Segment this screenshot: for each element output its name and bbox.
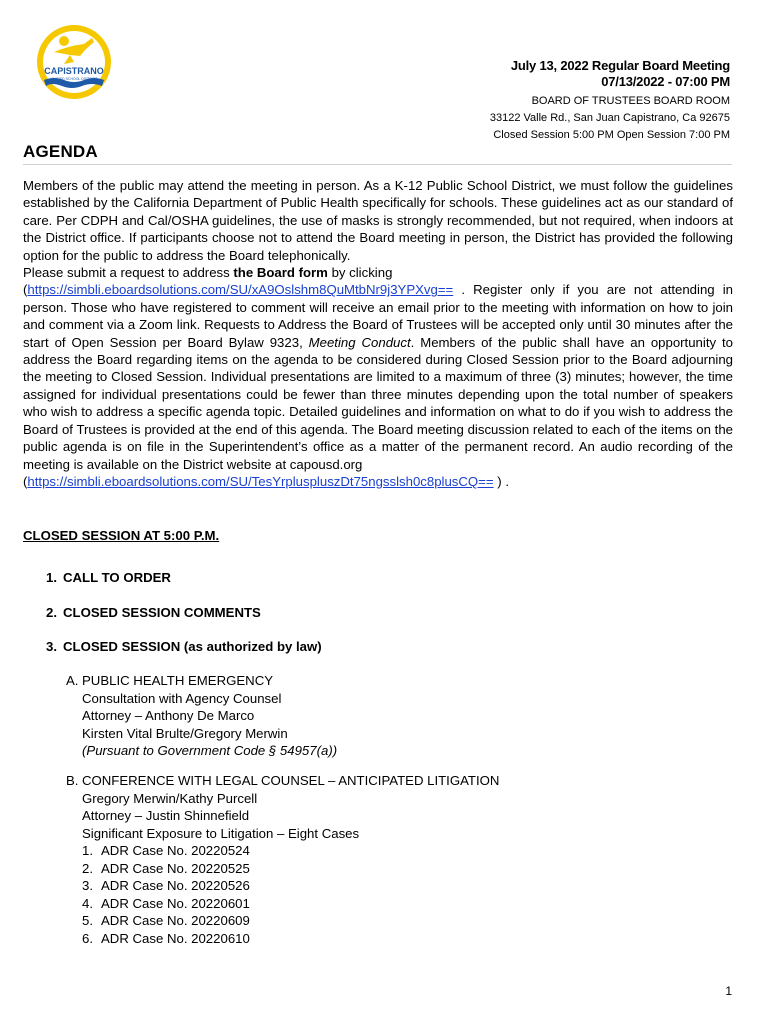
- case-text: ADR Case No. 20220601: [101, 895, 250, 911]
- notice-paragraph-4: (https://simbli.eboardsolutions.com/SU/TesYrpluspluszDt75ngsslsh0c8plusCQ== ) .: [23, 473, 509, 489]
- request-form-link[interactable]: https://simbli.eboardsolutions.com/SU/xA9Oslshm8QuMtbNr9j3YPXvg==: [27, 282, 454, 298]
- sub-item-line: Attorney – Justin Shinnefield: [82, 808, 250, 823]
- item-number: 1.: [46, 570, 57, 585]
- sub-item-line: Kirsten Vital Brulte/Gregory Merwin: [82, 725, 288, 741]
- page-number: 1: [725, 984, 732, 998]
- sub-item-title: CONFERENCE WITH LEGAL COUNSEL – ANTICIPATED LITIGATION: [82, 773, 500, 788]
- meeting-room: BOARD OF TRUSTEES BOARD ROOM: [531, 95, 730, 107]
- case-text: ADR Case No. 20220524: [101, 843, 250, 858]
- item-number: 2.: [46, 605, 57, 620]
- notice-text: Please submit a request to address: [23, 265, 234, 281]
- case-item: [66, 930, 499, 948]
- sub-item-letter: B.: [66, 773, 79, 788]
- item-label: CLOSED SESSION COMMENTS: [63, 605, 261, 620]
- sub-item-legal-counsel: [66, 772, 499, 947]
- logo-sub: UNIFIED SCHOOL DISTRICT: [50, 77, 98, 81]
- case-item: [66, 895, 499, 913]
- case-item: [66, 877, 499, 895]
- meeting-title: July 13, 2022 Regular Board Meeting: [510, 58, 730, 73]
- bylaw-title: Meeting Conduct: [308, 334, 411, 350]
- case-text: ADR Case No. 20220609: [101, 913, 250, 928]
- item-label: CALL TO ORDER: [63, 570, 171, 585]
- sub-item-public-health: [66, 672, 337, 760]
- sub-item-line: Gregory Merwin/Kathy Purcell: [82, 790, 258, 806]
- notice-text: ) .: [493, 473, 509, 489]
- case-number: 4.: [82, 895, 93, 911]
- case-text: ADR Case No. 20220525: [101, 860, 250, 876]
- divider: [23, 164, 732, 165]
- case-item: [66, 860, 499, 878]
- board-form-label: the Board form: [233, 265, 328, 281]
- notice-paragraph-3: (https://simbli.eboardsolutions.com/SU/xA9Oslshm8QuMtbNr9j3YPXvg== . Register only if you are not attending in person. Those who have registered to comment will receive an email prior to the meeting with information on how to join and comment via a Zoom link. Requests to Address the Board of Trustees will be accepted only until 30 minutes after the start of Open Session per Board Bylaw 9323, Meeting Conduct. Members of the public shall have an opportunity to address the Board regarding items on the agenda to be considered during Closed Session prior to the Board adjourning the meeting to Closed Session. Individual presentations are limited to a maximum of three (3) minutes; however, the time assigned for individual presentations could be fewer than three minutes depending upon the total number of speakers who wish to address a specific agenda topic. Detailed guidelines and information on what to do if you wish to address the Board of Trustees is provided at the end of this agenda. The Board meeting discussion related to each of the items on the public agenda is on file in the Superintendent’s office as a matter of the permanent record. An audio recording of the meeting is available on the District website at capousd.org: [23, 282, 733, 472]
- code-citation: (Pursuant to Government Code § 54957(a)): [82, 743, 338, 758]
- logo-name: CAPISTRANO: [44, 66, 104, 76]
- sub-item-letter: A.: [66, 673, 79, 688]
- case-text: ADR Case No. 20220610: [101, 930, 250, 946]
- public-notice: [23, 177, 733, 490]
- item-label: CLOSED SESSION (as authorized by law): [63, 639, 322, 654]
- sub-item-title: PUBLIC HEALTH EMERGENCY: [82, 673, 274, 688]
- audio-recording-link[interactable]: https://simbli.eboardsolutions.com/SU/TesYrpluspluszDt75ngsslsh0c8plusCQ==: [27, 473, 494, 489]
- meeting-address: 33122 Valle Rd., San Juan Capistrano, Ca 92675: [489, 112, 730, 124]
- meeting-date-time: 07/13/2022 - 07:00 PM: [601, 74, 730, 89]
- agenda-item: [46, 570, 171, 585]
- district-logo: [34, 22, 114, 102]
- sub-item-heading: [66, 772, 499, 790]
- notice-text: by clicking: [327, 265, 393, 281]
- agenda-item: [46, 639, 322, 654]
- meeting-header: [490, 58, 730, 144]
- notice-paragraph-1: Members of the public may attend the meeting in person. As a K-12 Public School District, we must follow the guidelines established by the California Department of Public Health specifically for schools. These guidelines act as our standard of care. Per CDPH and Cal/OSHA guidelines, the use of masks is strongly recommended, but not required, when indoors at the District office. If participants choose not to attend the Board meeting in person, the District has provided the following option for the public to address the Board telephonically.: [23, 178, 733, 263]
- item-number: 3.: [46, 639, 57, 654]
- sub-item-line: Consultation with Agency Counsel: [82, 690, 282, 706]
- notice-text: . Register only if you are not attending in person. Those who have registered to comment will receive an email prior to the meeting with information on how to join and comment via a Zoom link. Requests to Address the Board of Trustees will be accepted only until 30 minutes after the start of Open Session per Board Bylaw 9323,: [23, 282, 733, 350]
- case-text: ADR Case No. 20220526: [101, 878, 250, 893]
- sub-item-line: Attorney – Anthony De Marco: [82, 708, 255, 723]
- closed-session-heading: CLOSED SESSION AT 5:00 P.M.: [23, 528, 220, 543]
- case-item: [66, 912, 499, 930]
- notice-paragraph-2: [23, 264, 733, 281]
- sub-item-line: Significant Exposure to Litigation – Eight Cases: [82, 825, 360, 841]
- agenda-title: AGENDA: [23, 142, 98, 161]
- session-times: Closed Session 5:00 PM Open Session 7:00 PM: [493, 129, 730, 141]
- case-number: 1.: [82, 843, 93, 858]
- notice-text: . Members of the public shall have an opportunity to address the Board regarding items on the agenda to be considered during Closed Session prior to the Board adjourning the meeting to Closed Session. Individual presentations are limited to a maximum of three (3) minutes; however, the time assigned for individual presentations could be fewer than three minutes depending upon the total number of speakers who wish to address a specific agenda topic. Detailed guidelines and information on what to do if you wish to address the Board of Trustees is provided at the end of this agenda. The Board meeting discussion related to each of the items on the public agenda is on file in the Superintendent’s office as a matter of the permanent record. An audio recording of the meeting is available on the District website at capousd.org: [23, 334, 733, 472]
- sub-item-heading: [66, 672, 337, 690]
- case-number: 3.: [82, 878, 93, 893]
- case-number: 6.: [82, 930, 93, 946]
- case-number: 2.: [82, 860, 93, 876]
- agenda-item: [46, 605, 261, 620]
- case-item: [66, 842, 499, 860]
- case-number: 5.: [82, 913, 93, 928]
